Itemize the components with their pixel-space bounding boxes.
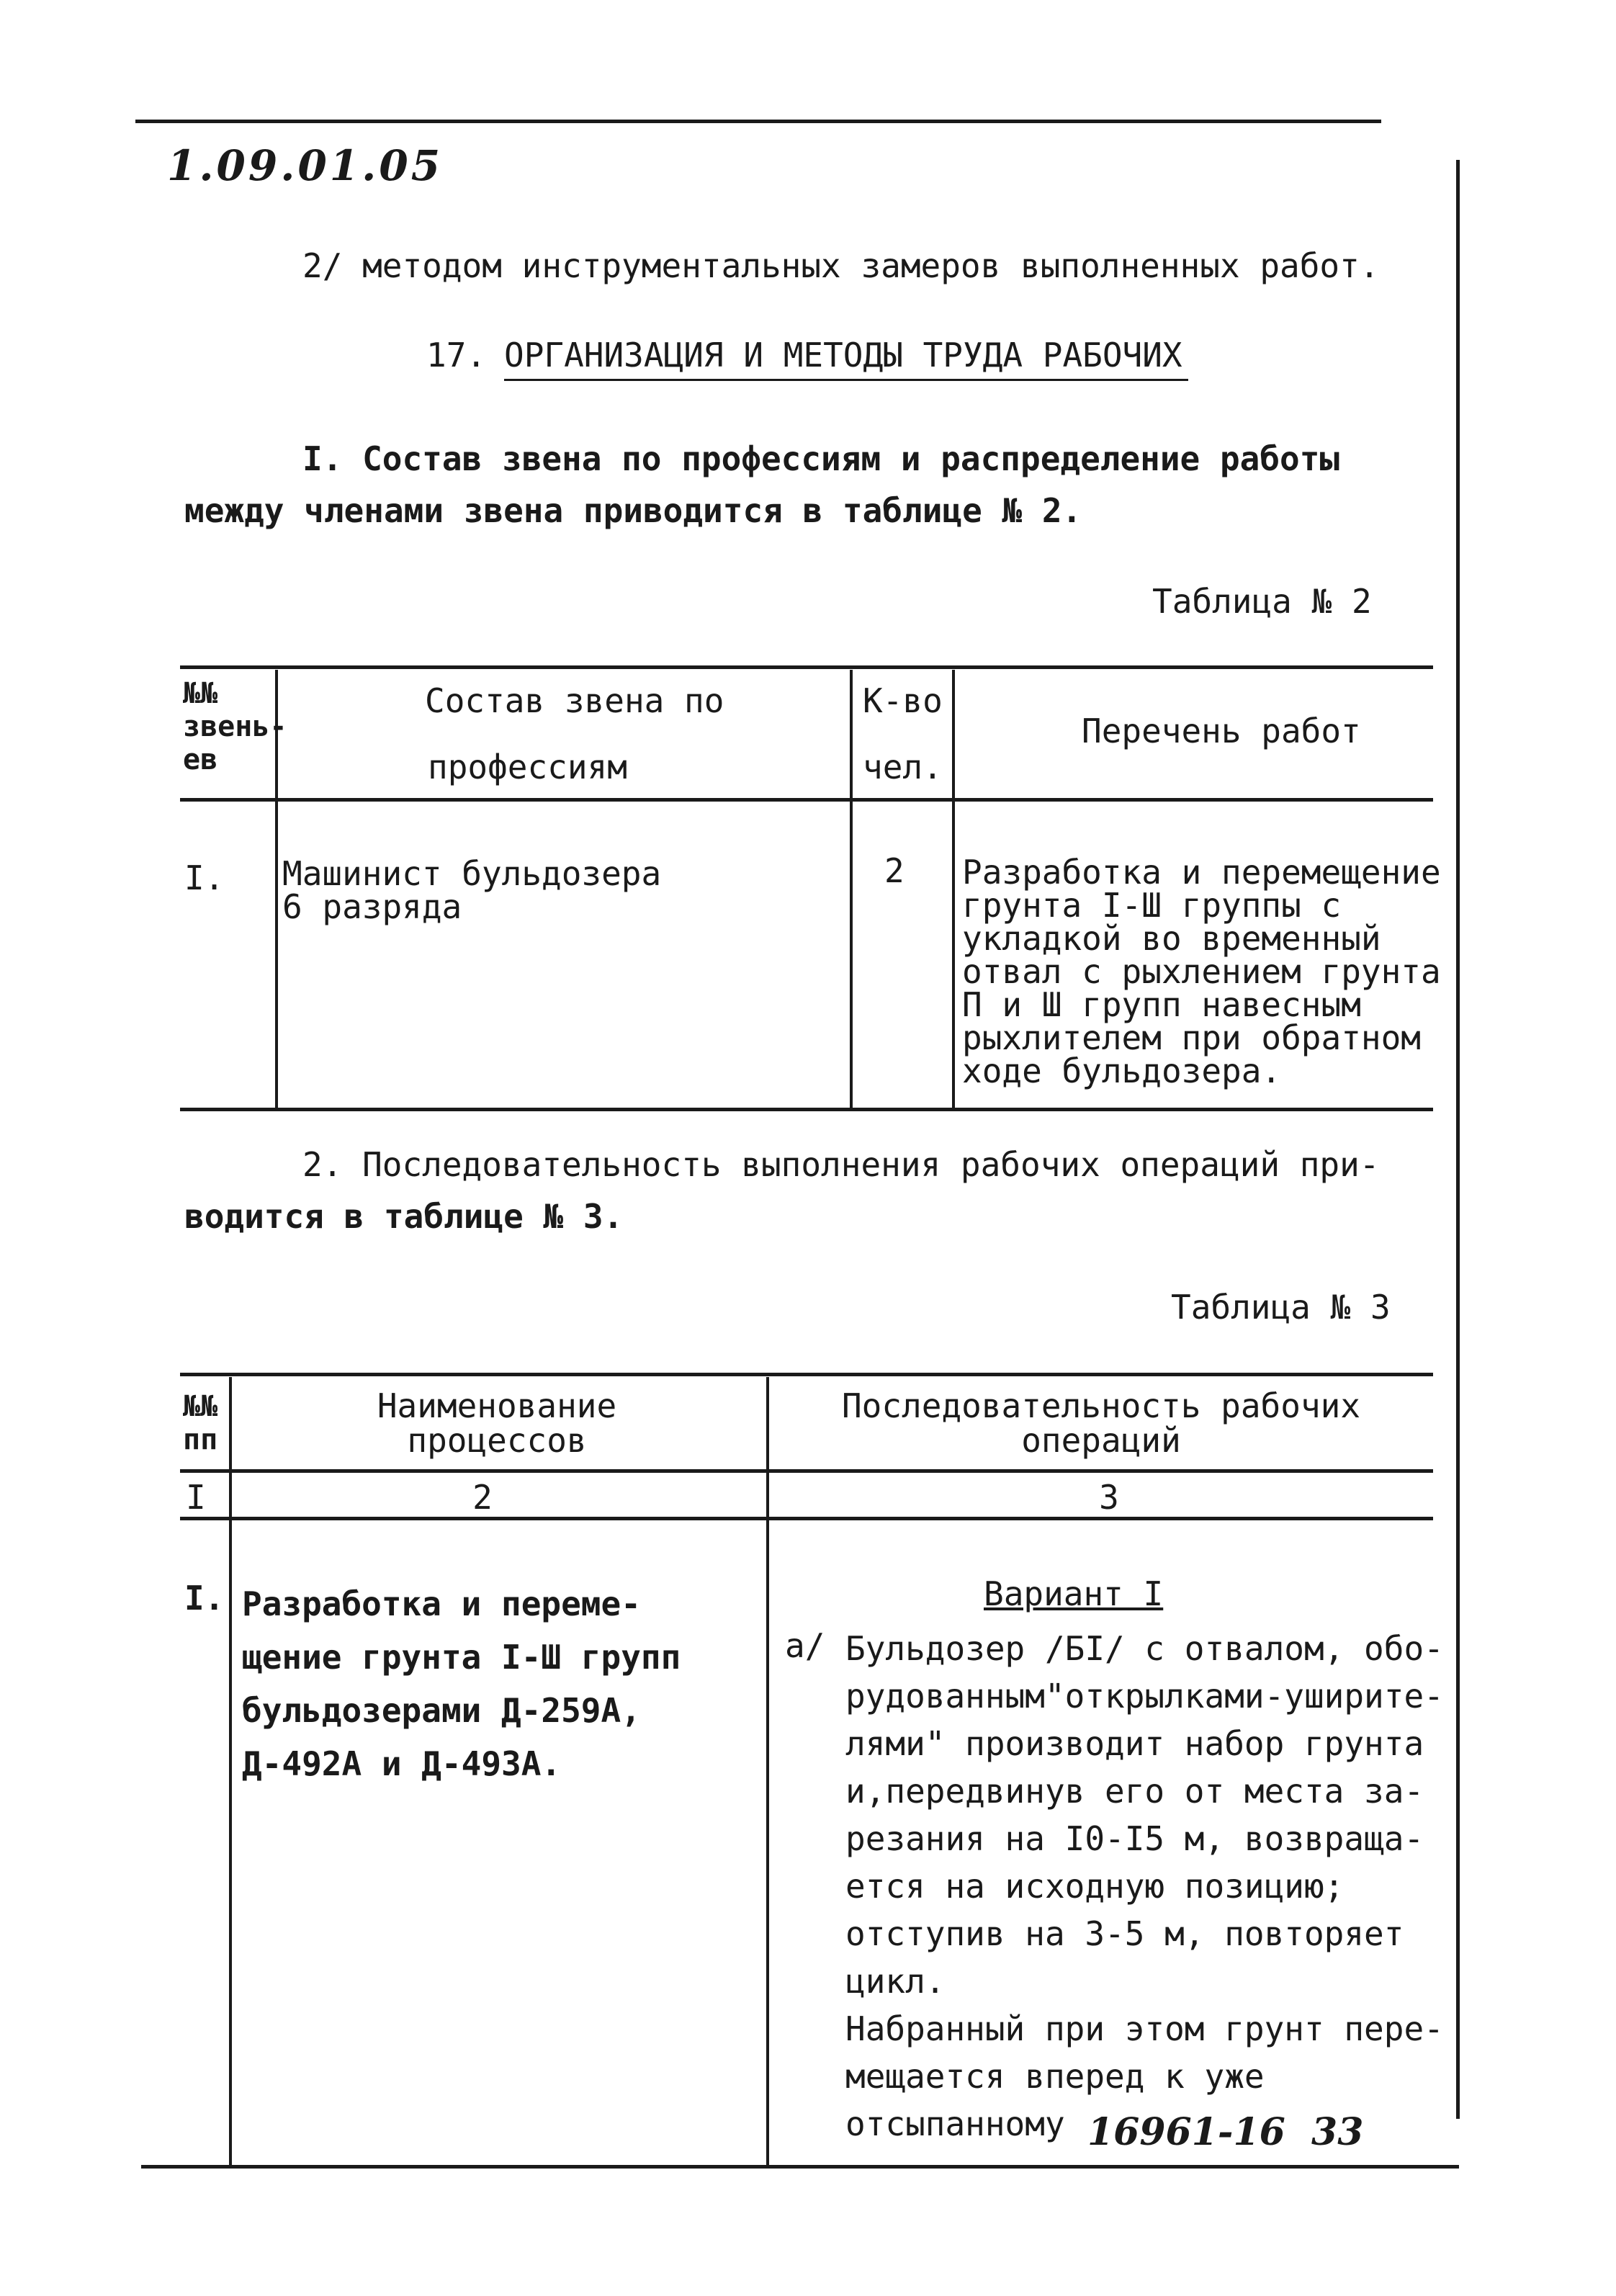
table3-vrule-2 <box>766 1377 769 2165</box>
table3-row-num: I. <box>184 1579 225 1618</box>
table2-row-count: 2 <box>884 851 904 890</box>
table3-header-process: Наименование процессов <box>377 1386 617 1460</box>
table2-vrule-3 <box>952 670 955 1109</box>
table2-header-composition-l1: Состав звена по <box>425 681 724 720</box>
table2-row-num: I. <box>184 858 225 897</box>
table3-header-num: №№ пп <box>183 1390 218 1456</box>
top-rule <box>135 120 1381 123</box>
section-title: ОРГАНИЗАЦИЯ И МЕТОДЫ ТРУДА РАБОЧИХ <box>504 336 1182 375</box>
para1-line2: между членами звена приводится в таблице № 2. <box>184 491 1082 530</box>
table3-colnum-rule <box>180 1517 1433 1520</box>
para2-line2: водится в таблице № 3. <box>184 1197 624 1236</box>
para1-line1: I. Состав звена по профессиям и распределение работы <box>302 439 1340 478</box>
table3-colnum-1: I <box>186 1478 206 1517</box>
table3-colnum-2: 2 <box>472 1478 493 1517</box>
doc-code: 1.09.01.05 <box>167 141 444 190</box>
bottom-rule <box>141 2165 1459 2169</box>
para2-line1: 2. Последовательность выполнения рабочих операций при- <box>302 1145 1380 1184</box>
intro-line: 2/ методом инструментальных замеров выполненных работ. <box>302 246 1380 285</box>
footer-code: 16961-16 33 <box>1087 2110 1364 2154</box>
table3-row-variant: Вариант I <box>984 1574 1164 1613</box>
table3-row-item-marker: а/ <box>785 1626 825 1665</box>
table3-row-process: Разработка и переме- щение грунта I-Ш групп бульдозерами Д-259А, Д-492А и Д-493А. <box>242 1584 681 1783</box>
table2-row-composition: Машинист бульдозера 6 разряда <box>282 854 662 926</box>
table3-vrule-1 <box>229 1377 232 2165</box>
right-border <box>1456 160 1460 2119</box>
table3-header-sequence: Последовательность рабочих операций <box>841 1386 1361 1460</box>
table2-header-works: Перечень работ <box>1082 712 1361 750</box>
table2-top-rule <box>180 665 1433 669</box>
table2-vrule-2 <box>850 670 853 1109</box>
table3-row-sequence: Бульдозер /БI/ с отвалом, обо- рудованным"открылками-уширите- лями" производит набор грунта и,передвинув его от места за- резания на I0-I5 м, возвраща- ется на исходную позицию; отступив на 3-5 м, повторяет цикл. Набранный при этом грунт пере- мещается вперед к уже отсыпанному <box>845 1629 1444 2143</box>
table3-colnum-3: 3 <box>1099 1478 1119 1517</box>
table3-top-rule <box>180 1373 1433 1376</box>
section-number: 17. <box>426 336 487 375</box>
table2-header-count-l1: К-во <box>863 681 943 720</box>
table2-header-composition-l2: профессиям <box>428 748 627 786</box>
table2-bottom-rule <box>180 1108 1433 1111</box>
table2-caption: Таблица № 2 <box>1152 582 1372 621</box>
table3-header-rule <box>180 1469 1433 1473</box>
table3-caption: Таблица № 3 <box>1171 1288 1391 1327</box>
section-title-underline <box>504 379 1188 381</box>
table2-header-rule <box>180 798 1433 802</box>
table2-header-num: №№ звень- ев <box>183 677 287 776</box>
table2-header-count-l2: чел. <box>863 748 943 786</box>
table2-row-works: Разработка и перемещение грунта I-Ш группы с укладкой во временный отвал с рыхлением грунта П и Ш групп навесным рыхлителем при обратном ходе бульдозера. <box>962 853 1441 1090</box>
